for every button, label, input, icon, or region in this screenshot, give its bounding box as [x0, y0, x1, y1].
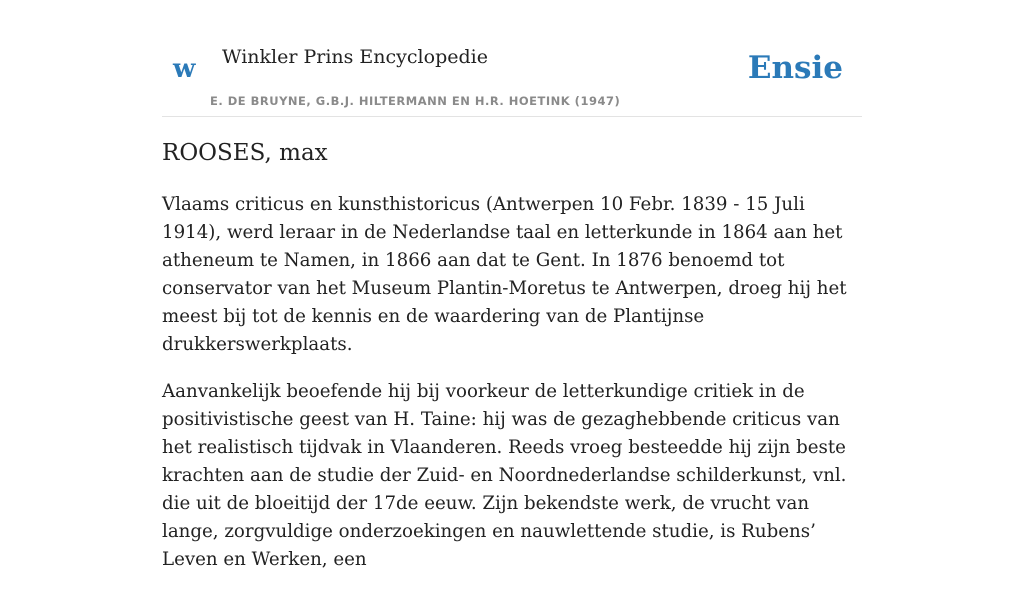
publication-authors: E. DE BRUYNE, G.B.J. HILTERMANN EN H.R. HOETINK (1947): [210, 94, 621, 108]
entry-paragraph: Vlaams criticus en kunsthistoricus (Antwerpen 10 Febr. 1839 - 15 Juli 1914), werd leraar in de Nederlandse taal en letterkunde in 1864 aan het atheneum te Namen, in 1866 aan dat te Gent. In 1876 benoemd tot conservator van het Museum Plantin-Moretus te Antwerpen, droeg hij het meest bij tot de kennis en de waardering van de Plantijnse drukkerswerkplaats.: [162, 194, 847, 355]
entry-body: [162, 191, 862, 593]
ensie-logo-link[interactable]: Ensie: [747, 50, 843, 86]
entry-title: ROOSES, max: [162, 140, 328, 166]
publication-header: [162, 0, 862, 117]
entry-paragraph: Aanvankelijk beoefende hij bij voorkeur de letterkundige critiek in de positivistische geest van H. Taine: hij was de gezaghebbende criticus van het realistisch tijdvak in Vlaanderen. Reeds vroeg besteedde hij zijn beste krachten aan de studie der Zuid- en Noordnederlandse schilderkunst, vnl. die uit de bloeitijd der 17de eeuw. Zijn bekendste werk, de vrucht van lange, zorgvuldige onderzoekingen en nauwlettende studie, is Rubens’ Leven en Werken, een: [162, 381, 847, 570]
publication-title[interactable]: Winkler Prins Encyclopedie: [222, 46, 488, 68]
publication-logo[interactable]: w: [173, 54, 196, 84]
